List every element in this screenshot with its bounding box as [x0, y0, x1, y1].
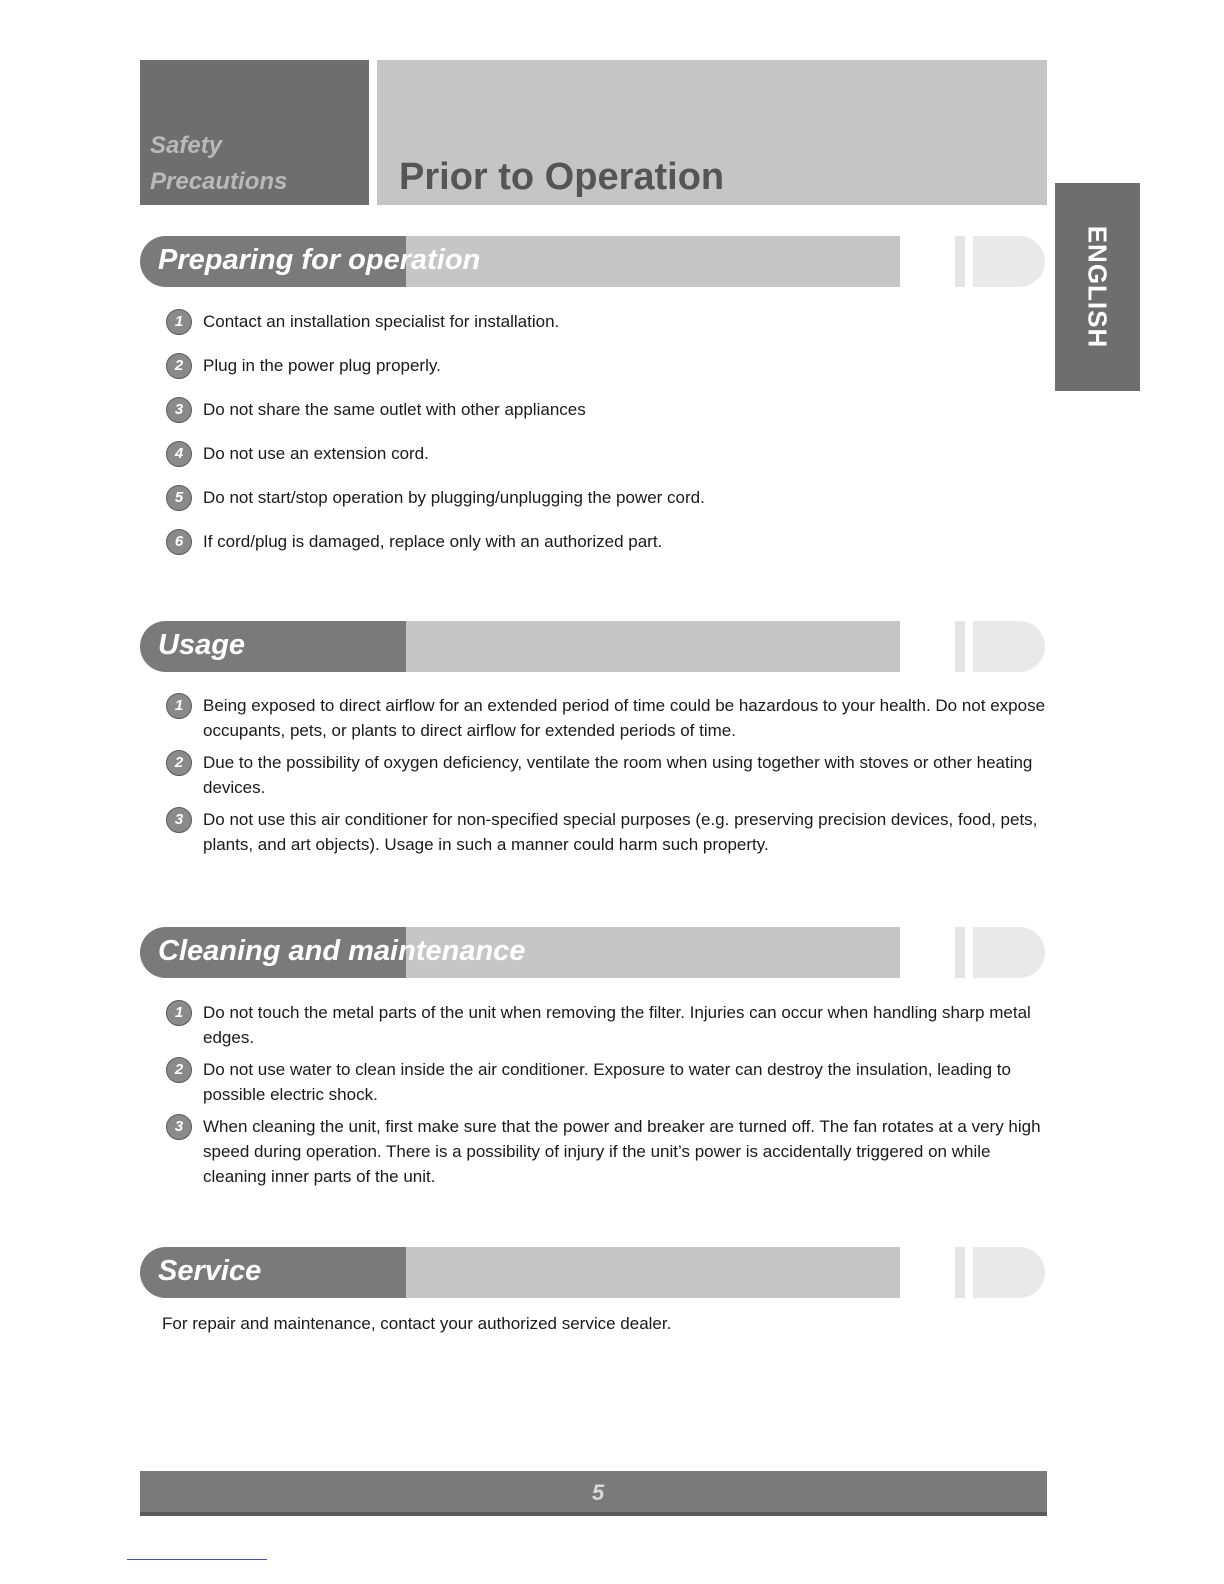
list-item [166, 1057, 1051, 1107]
number-badge: 1 [166, 309, 192, 335]
list-item [166, 441, 1046, 466]
list-item [166, 1114, 1051, 1189]
item-text: Being exposed to direct airflow for an extended period of time could be hazardous to your health. Do not expose occupants, pets, or plants to direct airflow for extended periods of time. [203, 696, 1046, 740]
number-badge: 3 [166, 1114, 192, 1140]
section-label-line1: Safety [150, 132, 223, 159]
decorative-tab [955, 621, 1045, 672]
divider [127, 1559, 267, 1560]
language-tab [1055, 183, 1140, 391]
list-preparing [166, 309, 1046, 573]
service-text: For repair and maintenance, contact your authorized service dealer. [162, 1314, 672, 1333]
section-bar-usage [140, 621, 900, 672]
item-text: Do not touch the metal parts of the unit when removing the filter. Injuries can occur when handling sharp metal edges. [203, 1003, 1031, 1047]
number-badge: 1 [166, 693, 192, 719]
section-title-usage: Usage [158, 629, 246, 661]
page-title: Prior to Operation [399, 156, 725, 198]
number-badge: 3 [166, 807, 192, 833]
list-item [166, 693, 1046, 743]
list-usage [166, 693, 1046, 864]
number-badge: 6 [166, 529, 192, 555]
list-item [166, 485, 1046, 510]
item-text: Due to the possibility of oxygen deficiency, ventilate the room when using together with stoves or other heating devices. [203, 753, 1033, 797]
item-text: When cleaning the unit, first make sure that the power and breaker are turned off. The fan rotates at a very high speed during operation. There is a possibility of injury if the unit’s power is accidentally triggered on while cleaning inner parts of the unit. [203, 1117, 1041, 1186]
item-text: Do not use water to clean inside the air conditioner. Exposure to water can destroy the insulation, leading to possible electric shock. [203, 1060, 1011, 1104]
item-text: Do not start/stop operation by plugging/unplugging the power cord. [203, 488, 705, 507]
section-title-service: Service [158, 1255, 262, 1287]
list-item [166, 353, 1046, 378]
number-badge: 3 [166, 397, 192, 423]
number-badge: 4 [166, 441, 192, 467]
number-badge: 2 [166, 353, 192, 379]
decorative-tab [955, 1247, 1045, 1298]
item-text: Do not use an extension cord. [203, 444, 429, 463]
section-bar-service [140, 1247, 900, 1298]
item-text: Do not use this air conditioner for non-specified special purposes (e.g. preserving precision devices, food, pets, plants, and art objects). Usage in such a manner could harm such property. [203, 810, 1038, 854]
number-badge: 1 [166, 1000, 192, 1026]
number-badge: 2 [166, 1057, 192, 1083]
page-title-block [377, 60, 1047, 205]
list-item [166, 397, 1046, 422]
section-bar-cleaning [140, 927, 900, 978]
list-item [166, 807, 1046, 857]
number-badge: 2 [166, 750, 192, 776]
item-text: If cord/plug is damaged, replace only with an authorized part. [203, 532, 663, 551]
page-number: 5 [592, 1480, 605, 1505]
number-badge: 5 [166, 485, 192, 511]
decorative-tab [955, 927, 1045, 978]
list-item [166, 309, 1046, 334]
language-label: ENGLISH [1082, 225, 1113, 349]
section-label-line2: Precautions [150, 168, 288, 195]
section-bar-preparing [140, 236, 900, 287]
item-text: Plug in the power plug properly. [203, 356, 441, 375]
item-text: Do not share the same outlet with other appliances [203, 400, 586, 419]
list-item [166, 750, 1046, 800]
section-title-cleaning: Cleaning and maintenance [158, 935, 526, 967]
item-text: Contact an installation specialist for installation. [203, 312, 560, 331]
decorative-tab [955, 236, 1045, 287]
list-item [166, 1000, 1051, 1050]
section-header-block [140, 60, 369, 205]
section-title-preparing: Preparing for operation [158, 244, 481, 276]
list-item [166, 529, 1046, 554]
page-footer [140, 1471, 1047, 1516]
list-cleaning [166, 1000, 1051, 1196]
